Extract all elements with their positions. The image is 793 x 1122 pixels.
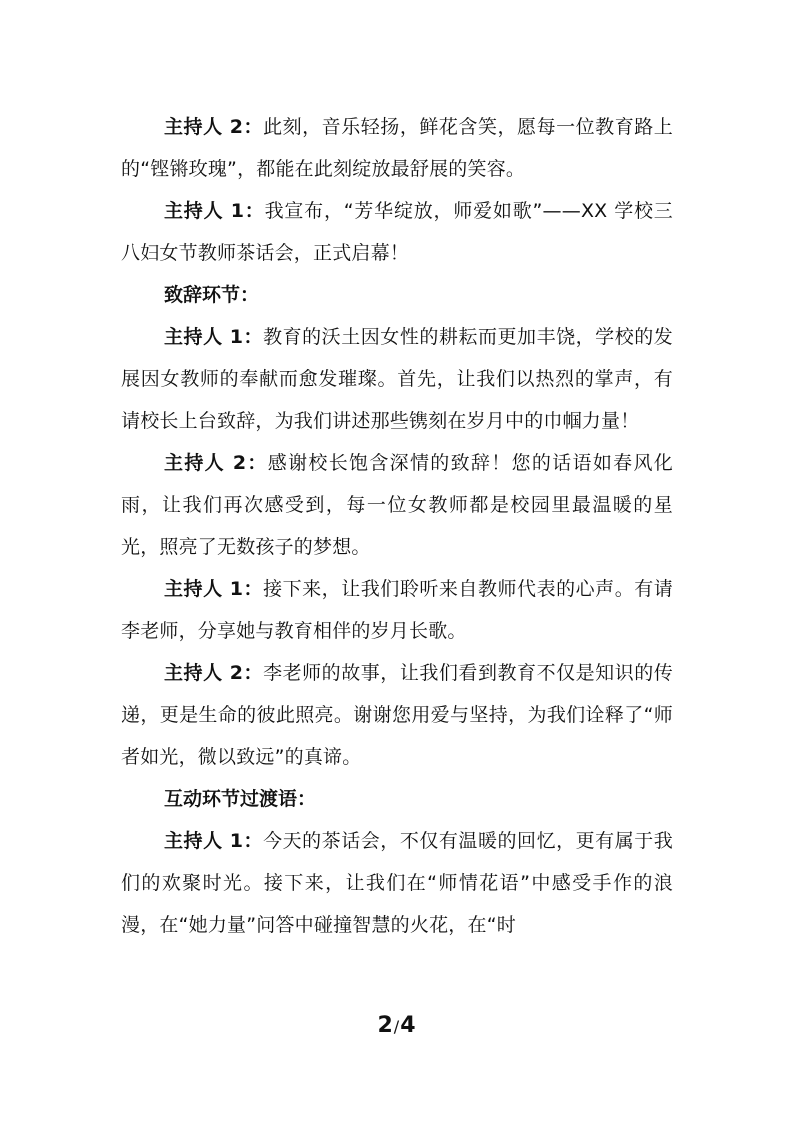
paragraph-host2-thanks xyxy=(121,442,673,568)
page-number xyxy=(0,1011,793,1042)
speaker-label: 主持人 1： xyxy=(164,326,264,348)
speaker-label: 主持人 1： xyxy=(164,200,265,222)
page-separator: / xyxy=(393,1017,400,1036)
speaker-label: 主持人 2： xyxy=(164,662,264,684)
speaker-label: 主持人 2： xyxy=(164,116,264,138)
paragraph-host2-reflection xyxy=(121,652,673,778)
paragraph-host1-interaction xyxy=(121,820,673,946)
document-body xyxy=(121,106,673,946)
speaker-label: 主持人 1： xyxy=(164,578,264,600)
paragraph-text: 今天的茶话会，不仅有温暖的回忆，更有属于我们的欢聚时光。接下来，让我们在“师情花语”中感受手作的浪漫，在“她力量”问答中碰撞智慧的火花，在“时 xyxy=(121,830,673,936)
page-current: 2 xyxy=(377,1013,393,1038)
paragraph-text: 教育的沃土因女性的耕耘而更加丰饶，学校的发展因女教师的奉献而愈发璀璨。首先，让我们以热烈的掌声，有请校长上台致辞，为我们讲述那些镌刻在岁月中的巾帼力量！ xyxy=(121,326,673,432)
paragraph-host2-opening xyxy=(121,106,673,190)
paragraph-text: 接下来，让我们聆听来自教师代表的心声。有请李老师，分享她与教育相伴的岁月长歌。 xyxy=(121,578,673,642)
paragraph-host1-teacher-intro xyxy=(121,568,673,652)
paragraph-text: 此刻，音乐轻扬，鲜花含笑，愿每一位教育路上的“铿锵玫瑰”，都能在此刻绽放最舒展的笑容。 xyxy=(121,116,673,180)
paragraph-host1-announcement xyxy=(121,190,673,274)
speaker-label: 主持人 2： xyxy=(164,452,268,474)
paragraph-host1-principal-intro xyxy=(121,316,673,442)
paragraph-text: 感谢校长饱含深情的致辞！您的话语如春风化雨，让我们再次感受到，每一位女教师都是校园里最温暖的星光，照亮了无数孩子的梦想。 xyxy=(121,452,673,558)
paragraph-text: 我宣布，“芳华绽放，师爱如歌”——XX 学校三八妇女节教师茶话会，正式启幕！ xyxy=(121,200,674,264)
section-heading-speech: 致辞环节： xyxy=(164,284,260,306)
page-total: 4 xyxy=(400,1013,416,1038)
section-heading-interaction: 互动环节过渡语： xyxy=(164,788,317,810)
speaker-label: 主持人 1： xyxy=(164,830,264,852)
paragraph-text: 李老师的故事，让我们看到教育不仅是知识的传递，更是生命的彼此照亮。谢谢您用爱与坚持，为我们诠释了“师者如光，微以致远”的真谛。 xyxy=(121,662,673,768)
